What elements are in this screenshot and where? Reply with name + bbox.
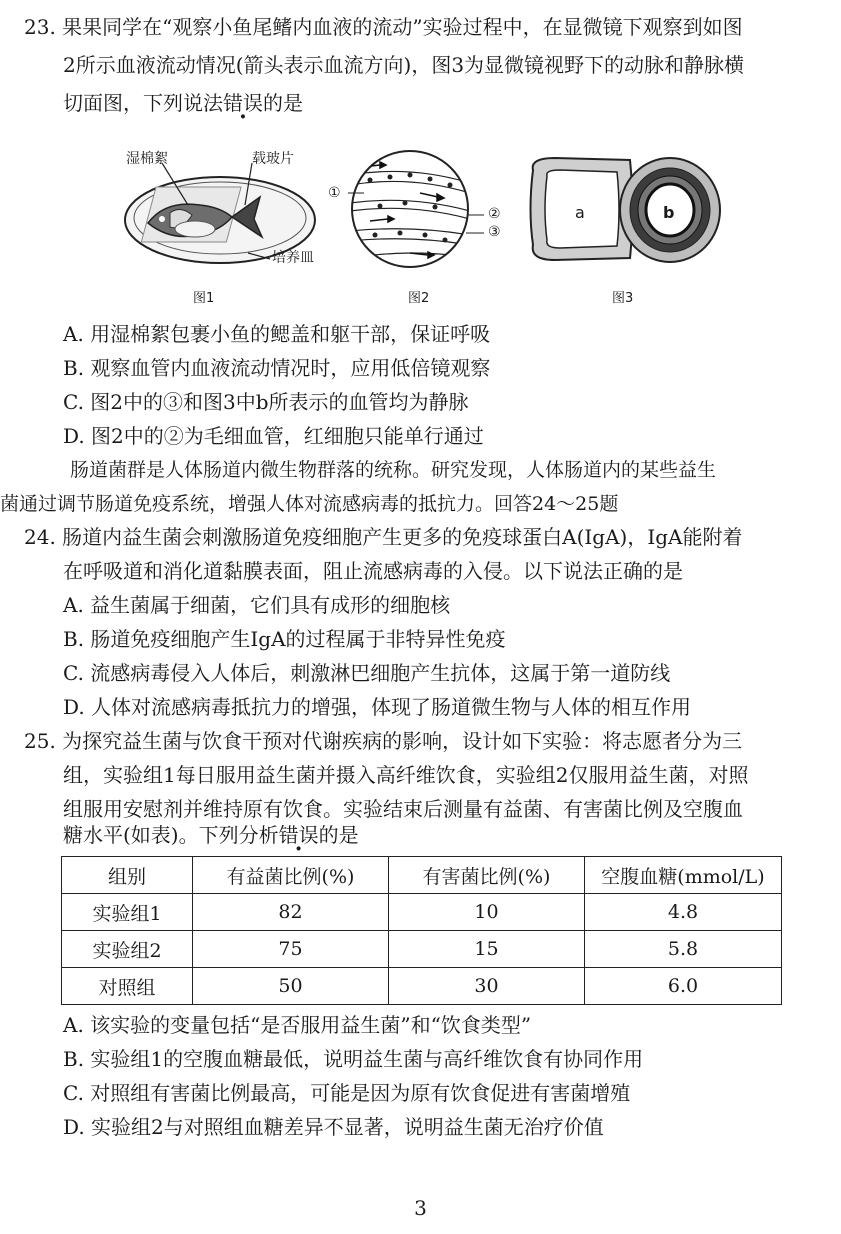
page-number: 3: [414, 1196, 427, 1220]
table-cell: 10: [389, 894, 585, 931]
q23-option-d: D. 图2中的②为毛细血管，红细胞只能单行通过: [63, 424, 484, 448]
q25-stem-line1: 25. 为探究益生菌与饮食干预对代谢疾病的影响，设计如下实验：将志愿者分为三: [24, 729, 743, 753]
figure-2-blood-flow: [340, 145, 510, 275]
fig3-caption: 图3: [612, 291, 634, 306]
table-cell: 50: [193, 968, 389, 1005]
q23-stem-line3: 切面图，下列说法错误的是: [63, 88, 303, 118]
table-cell: 82: [193, 894, 389, 931]
q25-stem-line4: 糖水平(如表)。下列分析错误的是: [63, 820, 359, 850]
table-row: [62, 931, 782, 968]
q25-option-c: C. 对照组有害菌比例最高，可能是因为原有饮食促进有害菌增殖: [63, 1081, 631, 1105]
fig1-label-cotton: 湿棉絮: [126, 151, 168, 167]
table-header-cell: 有益菌比例(%): [193, 857, 389, 894]
table-cell: 30: [389, 968, 585, 1005]
q25-option-a: A. 该实验的变量包括“是否服用益生菌”和“饮食类型”: [63, 1013, 532, 1037]
intro-line1: 肠道菌群是人体肠道内微生物群落的统称。研究发现，人体肠道内的某些益生: [70, 459, 717, 481]
q24-stem-line2: 在呼吸道和消化道黏膜表面，阻止流感病毒的入侵。以下说法正确的是: [63, 559, 683, 583]
table-header-cell: 有害菌比例(%): [389, 857, 585, 894]
fig3-label-a: a: [575, 203, 585, 222]
emphasis-dots: 错误: [278, 823, 319, 847]
table-cell: 15: [389, 931, 585, 968]
q24-option-c: C. 流感病毒侵入人体后，刺激淋巴细胞产生抗体，这属于第一道防线: [63, 661, 671, 685]
table-cell: 4.8: [585, 894, 782, 931]
q23-option-a: A. 用湿棉絮包裹小鱼的鳃盖和躯干部，保证呼吸: [63, 322, 491, 346]
table-cell: 实验组1: [62, 894, 193, 931]
fig1-caption: 图1: [193, 291, 215, 306]
q25-option-d: D. 实验组2与对照组血糖差异不显著，说明益生菌无治疗价值: [63, 1115, 604, 1139]
table-header-cell: 空腹血糖(mmol/L): [585, 857, 782, 894]
q23-stem-line1: 23. 果果同学在“观察小鱼尾鳍内血液的流动”实验过程中，在显微镜下观察到如图: [24, 15, 743, 39]
fig3-label-b: b: [663, 203, 675, 222]
q24-option-a: A. 益生菌属于细菌，它们具有成形的细胞核: [63, 593, 451, 617]
q25-stem-line2: 组，实验组1每日服用益生菌并摄入高纤维饮食，实验组2仅服用益生菌，对照: [63, 763, 749, 787]
results-table: [61, 856, 782, 1005]
q24-stem-line1: 24. 肠道内益生菌会刺激肠道免疫细胞产生更多的免疫球蛋白A(IgA)，IgA能附着: [24, 525, 743, 549]
q24-option-b: B. 肠道免疫细胞产生IgA的过程属于非特异性免疫: [63, 627, 506, 651]
table-row: [62, 968, 782, 1005]
table-header-row: [62, 857, 782, 894]
fig2-caption: 图2: [408, 291, 430, 306]
fig2-mark-1: ①: [328, 185, 341, 201]
q25-stem-line3: 组服用安慰剂并维持原有饮食。实验结束后测量有益菌、有害菌比例及空腹血: [63, 797, 743, 821]
table-cell: 对照组: [62, 968, 193, 1005]
q25-option-b: B. 实验组1的空腹血糖最低，说明益生菌与高纤维饮食有协同作用: [63, 1047, 644, 1071]
q24-option-d: D. 人体对流感病毒抵抗力的增强，体现了肠道微生物与人体的相互作用: [63, 695, 692, 719]
fig2-mark-2: ②: [488, 206, 501, 222]
table-cell: 6.0: [585, 968, 782, 1005]
table-row: [62, 894, 782, 931]
table-cell: 实验组2: [62, 931, 193, 968]
fig2-mark-3: ③: [488, 224, 501, 240]
table-header-cell: 组别: [62, 857, 193, 894]
q23-option-c: C. 图2中的③和图3中b所表示的血管均为静脉: [63, 390, 469, 414]
figure-3-vessel-cross-section: [525, 150, 725, 268]
emphasis-dots: 错误: [223, 91, 263, 115]
table-cell: 5.8: [585, 931, 782, 968]
table-cell: 75: [193, 931, 389, 968]
q23-option-b: B. 观察血管内血液流动情况时，应用低倍镜观察: [63, 356, 491, 380]
q23-stem-line2: 2所示血液流动情况(箭头表示血流方向)，图3为显微镜视野下的动脉和静脉横: [63, 53, 745, 77]
intro-line2: 菌通过调节肠道免疫系统，增强人体对流感病毒的抵抗力。回答24～25题: [0, 493, 619, 515]
fig1-label-slide: 载玻片: [252, 151, 294, 167]
fig1-label-dish: 培养皿: [272, 250, 314, 266]
